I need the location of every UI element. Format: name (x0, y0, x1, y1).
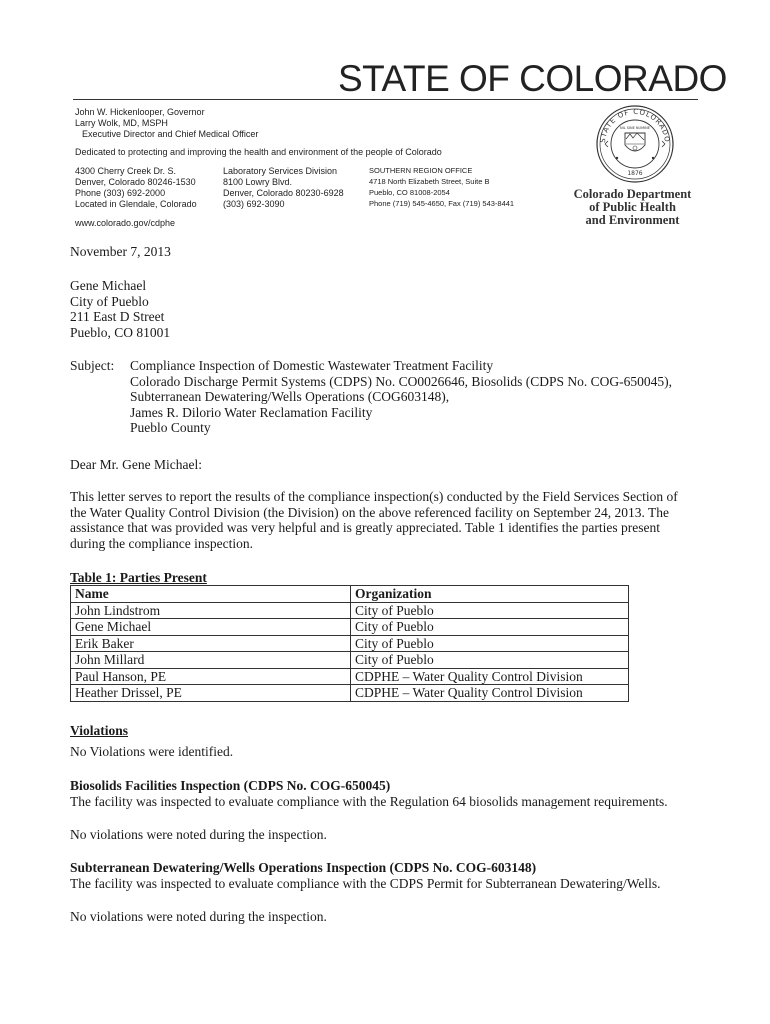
column-header-organization: Organization (351, 586, 629, 603)
address-col2-line1: Laboratory Services Division (223, 166, 338, 176)
address-col1-line2: Denver, Colorado 80246-1530 (75, 177, 196, 187)
director-line: Larry Wolk, MD, MSPH (75, 118, 168, 128)
director-title-line: Executive Director and Chief Medical Officer (82, 129, 259, 139)
subject-label: Subject: (70, 358, 115, 373)
table-row (71, 602, 629, 619)
violations-text: No Violations were identified. (70, 744, 234, 759)
mission-statement: Dedicated to protecting and improving the health and environment of the people of Colorado (75, 147, 442, 157)
parties-table (70, 585, 629, 702)
dewatering-text: The facility was inspected to evaluate compliance with the CDPS Permit for Subterranean Dewatering/Wells. (70, 876, 661, 891)
biosolids-result: No violations were noted during the inspection. (70, 827, 327, 842)
subject-block (130, 358, 672, 436)
table-row (71, 652, 629, 669)
party-name: Erik Baker (71, 635, 351, 652)
state-title: STATE OF COLORADO (338, 58, 727, 99)
address-col2-line2: 8100 Lowry Blvd. (223, 177, 293, 187)
party-organization: CDPHE – Water Quality Control Division (351, 668, 629, 685)
recipient-org: City of Pueblo (70, 293, 149, 309)
table-row (71, 635, 629, 652)
dewatering-heading: Subterranean Dewatering/Wells Operations Inspection (CDPS No. COG-603148) (70, 860, 537, 875)
table-header-row (71, 586, 629, 603)
address-col3-line3: Pueblo, CO 81008-2054 (369, 188, 450, 197)
department-line3: and Environment (585, 213, 680, 227)
subject-line: Pueblo County (130, 420, 211, 435)
department-line2: of Public Health (589, 200, 676, 214)
header-rule (73, 99, 698, 100)
biosolids-heading: Biosolids Facilities Inspection (CDPS No. COG-650045) (70, 778, 391, 793)
colorado-state-seal-icon (591, 103, 679, 185)
party-name: John Lindstrom (71, 602, 351, 619)
address-col1-line3: Phone (303) 692-2000 (75, 188, 166, 198)
recipient-street: 211 East D Street (70, 309, 165, 324)
party-name: Paul Hanson, PE (71, 668, 351, 685)
address-col2-line4: (303) 692-3090 (223, 199, 285, 209)
subject-line: James R. Dilorio Water Reclamation Facility (130, 404, 373, 420)
website-link[interactable]: www.colorado.gov/cdphe (75, 218, 176, 228)
subject-line: Subterranean Dewatering/Wells Operations (COG603148), (130, 389, 450, 404)
salutation: Dear Mr. Gene Michael: (70, 457, 202, 472)
intro-paragraph (70, 489, 710, 551)
address-col2-line3: Denver, Colorado 80230-6928 (223, 188, 344, 198)
table-row (71, 668, 629, 685)
party-organization: City of Pueblo (351, 619, 629, 636)
violations-heading: Violations (70, 723, 129, 738)
subject-line: Colorado Discharge Permit Systems (CDPS) No. CO0026646, Biosolids (CDPS No. COG-650045), (130, 373, 673, 389)
department-line1: Colorado Department (573, 187, 692, 201)
column-header-name: Name (71, 586, 351, 603)
recipient-address (70, 278, 170, 340)
recipient-city: Pueblo, CO 81001 (70, 324, 171, 340)
governor-line: John W. Hickenlooper, Governor (75, 107, 205, 117)
letter-date: November 7, 2013 (70, 244, 171, 259)
party-organization: City of Pueblo (351, 652, 629, 669)
intro-line: assistance that was provided was very helpful and is greatly appreciated. Table 1 identifies the parties present (70, 520, 660, 535)
intro-line: during the compliance inspection. (70, 535, 253, 551)
seal-ring-text: STATE OF COLORADO (598, 107, 672, 144)
department-name (570, 188, 695, 227)
biosolids-text: The facility was inspected to evaluate compliance with the Regulation 64 biosolids management requirements. (70, 794, 668, 809)
address-col3-line2: 4718 North Elizabeth Street, Suite B (369, 177, 490, 186)
address-col1-line4: Located in Glendale, Colorado (75, 199, 197, 209)
party-name: John Millard (71, 652, 351, 669)
recipient-name: Gene Michael (70, 278, 147, 293)
party-name: Heather Drissel, PE (71, 685, 351, 702)
intro-line: This letter serves to report the results of the compliance inspection(s) conducted by the Field Services Section of (70, 489, 678, 504)
seal-year: 1876 (627, 170, 643, 177)
party-organization: City of Pueblo (351, 602, 629, 619)
party-organization: CDPHE – Water Quality Control Division (351, 685, 629, 702)
seal-motto: NIL SINE NUMINE (620, 126, 650, 130)
address-col1-line1: 4300 Cherry Creek Dr. S. (75, 166, 177, 176)
table-row (71, 685, 629, 702)
address-col3-line4: Phone (719) 545-4650, Fax (719) 543-8441 (369, 199, 515, 208)
table-row (71, 619, 629, 636)
intro-line: the Water Quality Control Division (the Division) on the above referenced facility on September 24, 2013. The (70, 504, 670, 520)
table-title: Table 1: Parties Present (70, 570, 207, 585)
subject-line: Compliance Inspection of Domestic Wastewater Treatment Facility (130, 358, 494, 373)
party-name: Gene Michael (71, 619, 351, 636)
address-col3-line1: SOUTHERN REGION OFFICE (369, 166, 473, 175)
party-organization: City of Pueblo (351, 635, 629, 652)
dewatering-result: No violations were noted during the inspection. (70, 909, 327, 924)
